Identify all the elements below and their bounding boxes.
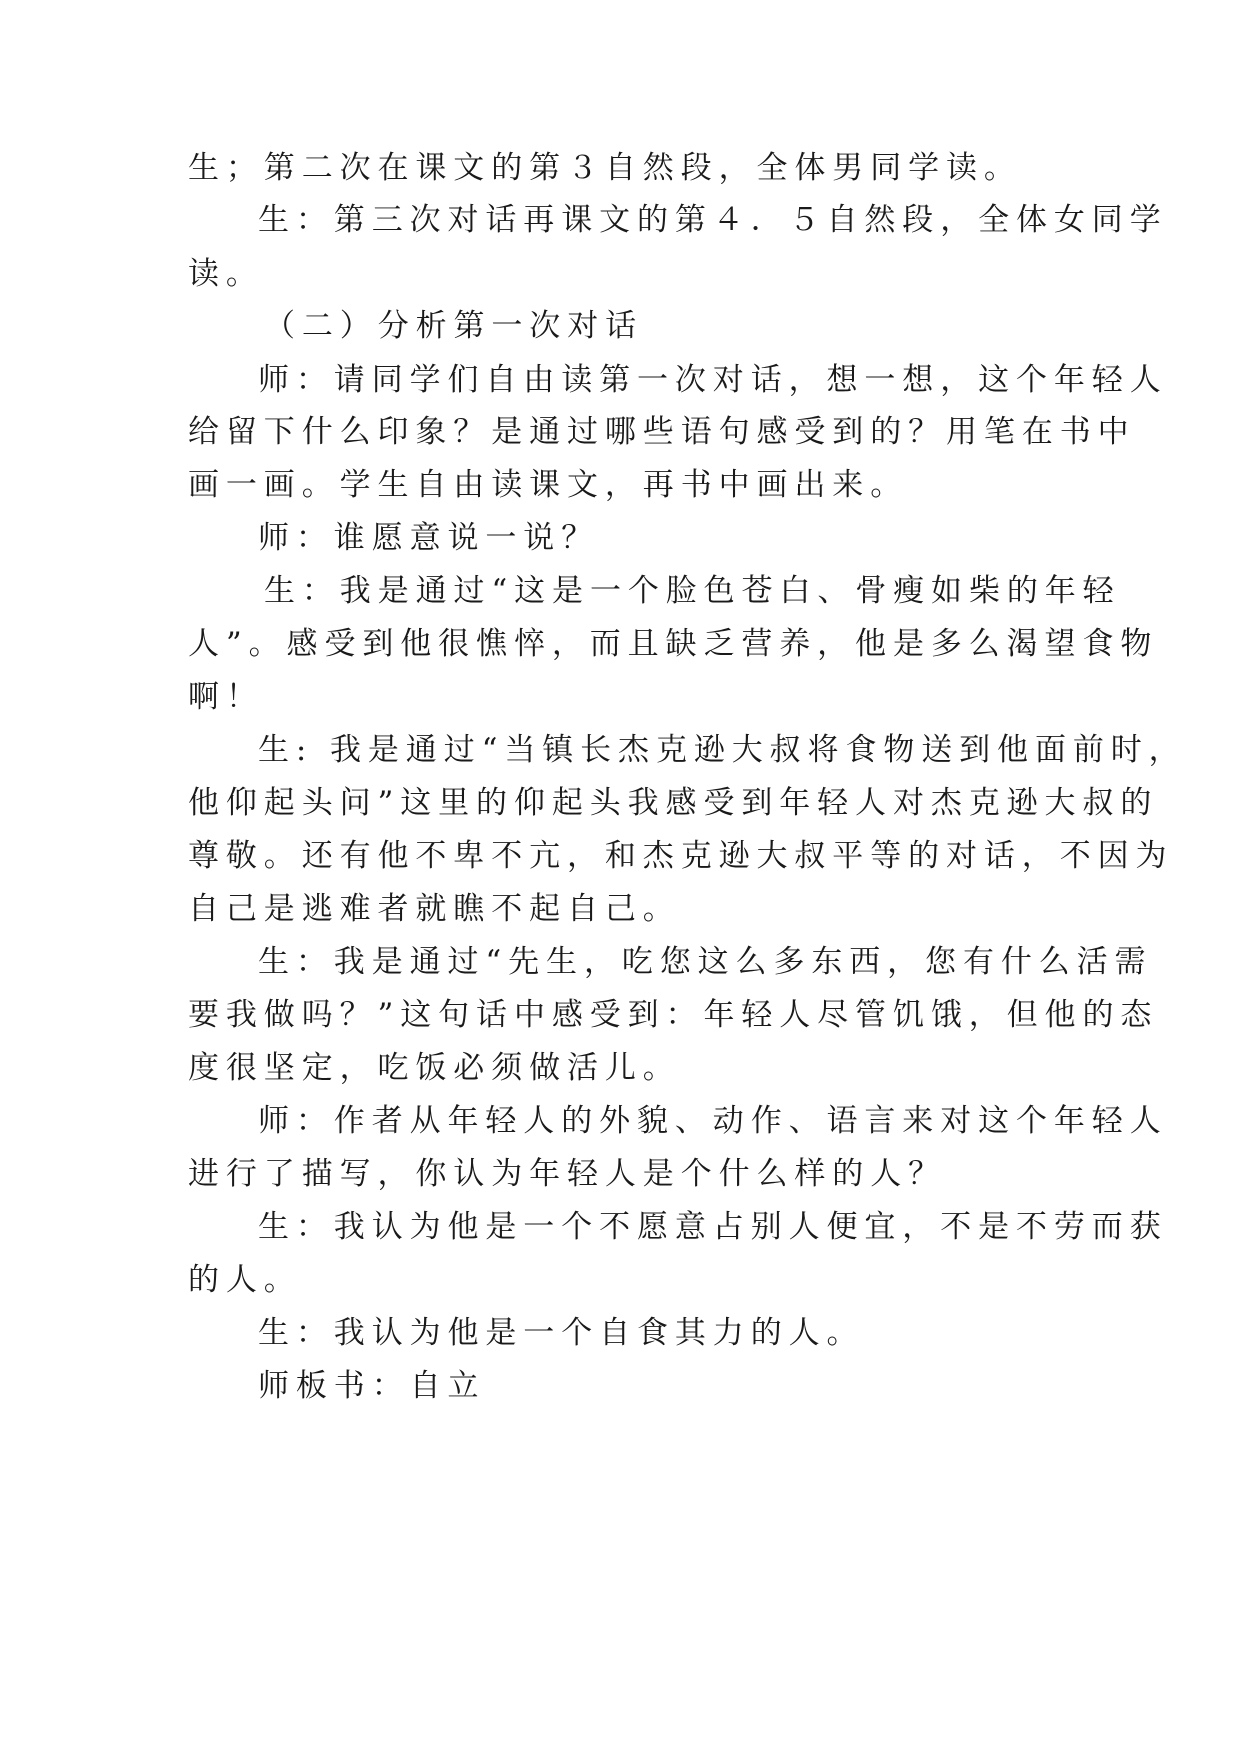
paragraph-line: 师：谁愿意说一说？ <box>258 520 600 556</box>
paragraph-line: 给留下什么印象？是通过哪些语句感受到的？用笔在书中 <box>188 414 1136 450</box>
paragraph-line: 生：我认为他是一个自食其力的人。 <box>258 1315 865 1351</box>
paragraph-line: 进行了描写，你认为年轻人是个什么样的人？ <box>188 1156 946 1192</box>
paragraph-line: 生：我是通过“这是一个脸色苍白、骨瘦如柴的年轻 <box>264 573 1121 609</box>
paragraph-line: 人”。感受到他很憔悴，而且缺乏营养，他是多么渴望食物 <box>188 626 1159 662</box>
paragraph-line: 生：我是通过“先生，吃您这么多东西，您有什么活需 <box>258 944 1153 980</box>
paragraph-line: 师板书：自立 <box>258 1368 486 1404</box>
paragraph-line: 师：请同学们自由读第一次对话，想一想，这个年轻人 <box>258 362 1168 398</box>
paragraph-line: 师：作者从年轻人的外貌、动作、语言来对这个年轻人 <box>258 1103 1168 1139</box>
paragraph-line: 生；第二次在课文的第３自然段，全体男同学读。 <box>188 150 1022 186</box>
paragraph-line: 的人。 <box>188 1262 302 1298</box>
paragraph-line: 要我做吗？”这句话中感受到：年轻人尽管饥饿，但他的态 <box>188 997 1159 1033</box>
paragraph-line: 读。 <box>188 256 264 292</box>
paragraph-line: 生：我认为他是一个不愿意占别人便宜，不是不劳而获 <box>258 1209 1168 1245</box>
paragraph-line: 画一画。学生自由读课文，再书中画出来。 <box>188 467 909 503</box>
paragraph-line: 他仰起头问”这里的仰起头我感受到年轻人对杰克逊大叔的 <box>188 785 1159 821</box>
paragraph-line: 生：第三次对话再课文的第４．５自然段，全体女同学 <box>258 202 1168 238</box>
paragraph-line: 生: 我是通过“当镇长杰克逊大叔将食物送到他面前时， <box>258 732 1187 768</box>
paragraph-line: 度很坚定，吃饭必须做活儿。 <box>188 1050 681 1086</box>
paragraph-line: 啊！ <box>188 679 264 715</box>
paragraph-line: 尊敬。还有他不卑不亢，和杰克逊大叔平等的对话，不因为 <box>188 838 1174 874</box>
section-heading: （二）分析第一次对话 <box>264 308 643 344</box>
paragraph-line: 自己是逃难者就瞧不起自己。 <box>188 891 681 927</box>
